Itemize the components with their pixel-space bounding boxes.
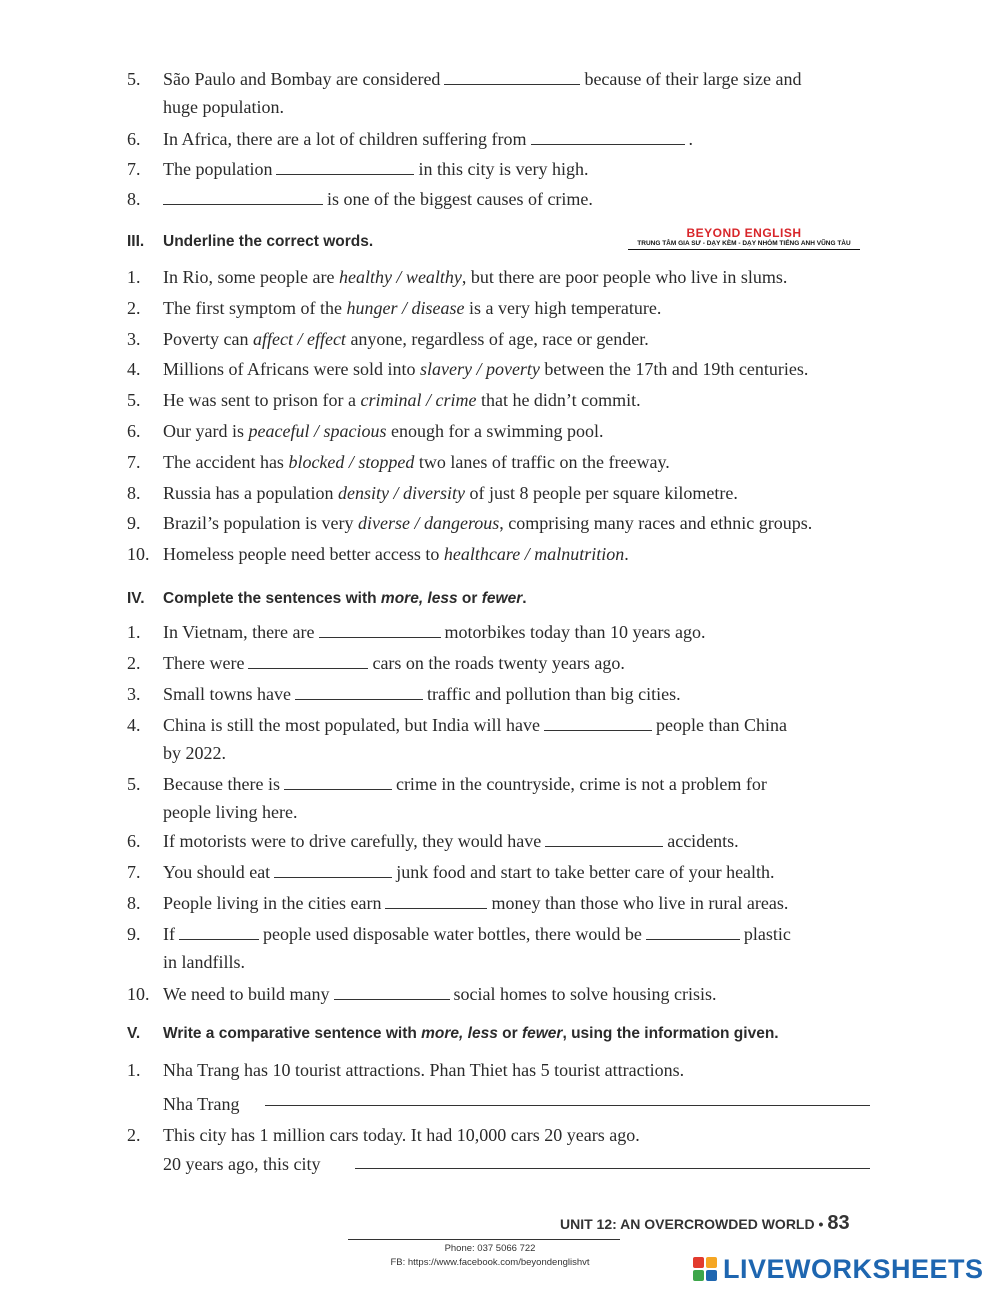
s4-item: 6. If motorists were to drive carefully, they would have accidents. <box>127 831 739 851</box>
s2-item-6: 6. In Africa, there are a lot of children suffering from . <box>127 129 694 149</box>
s2-item-8: 8. is one of the biggest causes of crime. <box>127 189 593 209</box>
s2-item-5-cont: huge population. <box>163 97 284 117</box>
word-choice[interactable]: diverse / dangerous <box>357 513 500 533</box>
word-choice[interactable]: peaceful / spacious <box>248 421 387 441</box>
facebook-link: FB: https://www.facebook.com/beyondenglishvt <box>390 1257 590 1268</box>
word-choice[interactable]: hunger / disease <box>346 298 465 318</box>
s3-item: 3. Poverty can affect / effect anyone, regardless of age, race or gender. <box>127 329 649 349</box>
s2-item-5: 5. São Paulo and Bombay are considered because of their large size and <box>127 69 802 89</box>
answer-blank[interactable] <box>444 68 580 85</box>
beyond-english-logo: BEYOND ENGLISH TRUNG TÂM GIA SƯ - DẠY KÈM - DẠY NHÓM TIẾNG ANH VŨNG TÀU <box>628 226 860 250</box>
worksheet-page: 5. São Paulo and Bombay are considered because of their large size and huge population. 6. In Africa, there are a lot of children suffering from . 7. The population in this city is very high. 8. is one of the biggest causes of crime. III. Underline the correct words. BEYOND ENGLISH TRUNG TÂM GIA SƯ - DẠY KÈM - DẠY NHÓM TIẾNG ANH VŨNG TÀU 1. In Rio, some people are healthy / wealthy, but there are poor people who live in slums. 2. The first symptom of the hunger / disease is a very high temperature. 3. Poverty can affect / effect anyone, regardless of age, race or gender. 4. Millions of Africans were sold into slavery / poverty between the 17th and 19th centuries. 5. He was sent to prison for a criminal / crime that he didn’t commit. 6. Our yard is peaceful / spacious enough for a swimming pool. 7. The accident has blocked / stopped two lanes of traffic on the freeway. 8. Russia has a population density / diversity of just 8 people per square kilometre. 9. Brazil’s population is very diverse / dangerous, comprising many races and ethnic groups. 10. Homeless people need better access to healthcare / malnutrition. IV. Complete the sentences with more, less or fewer. 1. In Vietnam, there are motorbikes today than 10 years ago. 2. There were cars on the roads twenty years ago. 3. Small towns have traffic and pollution than big cities. 4. China is still the most populated, but India will have people than China by 2022. 5. Because there is crime in the countryside, crime is not a problem for people living here. 6. If motorists were to drive carefully, they would have accidents. 7. You should eat junk food and start to take better care of your health. 8. People living in the cities earn money than those who live in rural areas. 9. If people used disposable water bottles, there would be plastic in landfills. 10. We need to build many social homes to solve housing crisis. V. Write a comparative sentence with more, less or fewer, using the information given. 1. Nha Trang has 10 tourist attractions. Phan Thiet has 5 tourist attractions. Nha Trang 2. This city has 1 million cars today. It had 10,000 cars 20 years ago. 20 years ago, this city UNIT 12: AN OVERCROWDED WORLD • 83 Phone: 037 5066 722 FB: https://www.facebook.com/beyondenglishvt LIVEWORKSHEETS <box>127 69 984 1284</box>
answer-blank[interactable] <box>385 892 487 909</box>
answer-blank[interactable] <box>284 773 392 790</box>
s3-item: 1. In Rio, some people are healthy / wealthy, but there are poor people who live in slums. <box>127 267 788 287</box>
s4-item: 5. Because there is crime in the countryside, crime is not a problem for <box>127 774 767 794</box>
s2-item-7: 7. The population in this city is very high. <box>127 159 589 179</box>
answer-blank[interactable] <box>179 923 259 940</box>
s3-item: 8. Russia has a population density / diversity of just 8 people per square kilometre. <box>127 483 738 503</box>
s3-item: 9. Brazil’s population is very diverse / dangerous, comprising many races and ethnic groups. <box>127 513 813 533</box>
liveworksheets-logo-icon <box>693 1257 717 1281</box>
unit-footer: UNIT 12: AN OVERCROWDED WORLD • 83 <box>560 1212 850 1234</box>
s4-item: 4. China is still the most populated, but India will have people than China <box>127 715 787 735</box>
answer-blank[interactable] <box>545 830 663 847</box>
answer-blank[interactable] <box>295 683 423 700</box>
word-choice[interactable]: slavery / poverty <box>419 359 540 379</box>
answer-blank[interactable] <box>319 621 441 638</box>
word-choice[interactable]: healthcare / malnutrition <box>443 544 625 564</box>
s4-item: 8. People living in the cities earn money than those who live in rural areas. <box>127 893 789 913</box>
s3-item: 10. Homeless people need better access to healthcare / malnutrition. <box>127 544 629 564</box>
s3-item: 7. The accident has blocked / stopped two lanes of traffic on the freeway. <box>127 452 670 472</box>
answer-blank[interactable] <box>276 158 414 175</box>
answer-blank[interactable] <box>531 128 685 145</box>
s4-item: 2. There were cars on the roads twenty years ago. <box>127 653 625 673</box>
divider <box>348 1239 620 1240</box>
s4-item: 7. You should eat junk food and start to take better care of your health. <box>127 862 775 882</box>
answer-blank[interactable] <box>646 923 740 940</box>
section-5-heading: V. Write a comparative sentence with more, less or fewer, using the information given. <box>127 1025 779 1042</box>
phone-text: Phone: 037 5066 722 <box>444 1243 536 1254</box>
section-3-heading: III. Underline the correct words. <box>127 233 374 250</box>
word-choice[interactable]: healthy / wealthy <box>338 267 462 287</box>
s3-item: 2. The first symptom of the hunger / disease is a very high temperature. <box>127 298 662 318</box>
s4-item: 1. In Vietnam, there are motorbikes today than 10 years ago. <box>127 622 706 642</box>
section-4-heading: IV. Complete the sentences with more, less or fewer. <box>127 590 527 607</box>
s3-item: 6. Our yard is peaceful / spacious enough for a swimming pool. <box>127 421 604 441</box>
answer-blank[interactable] <box>334 983 450 1000</box>
word-choice[interactable]: density / diversity <box>337 483 465 503</box>
answer-blank[interactable] <box>248 652 368 669</box>
answer-blank[interactable] <box>163 188 323 205</box>
word-choice[interactable]: criminal / crime <box>360 390 477 410</box>
s4-item: 10. We need to build many social homes to solve housing crisis. <box>127 984 717 1004</box>
word-choice[interactable]: blocked / stopped <box>288 452 415 472</box>
page-number: 83 <box>827 1212 850 1234</box>
s4-item: 9. If people used disposable water bottles, there would be plastic <box>127 924 791 944</box>
word-choice[interactable]: affect / effect <box>252 329 346 349</box>
answer-blank[interactable] <box>544 714 652 731</box>
s5-item: 2. This city has 1 million cars today. It had 10,000 cars 20 years ago. <box>127 1125 640 1145</box>
s3-item: 5. He was sent to prison for a criminal / crime that he didn’t commit. <box>127 390 641 410</box>
s4-item: 3. Small towns have traffic and pollution than big cities. <box>127 684 681 704</box>
s3-item: 4. Millions of Africans were sold into slavery / poverty between the 17th and 19th centuries. <box>127 359 809 379</box>
liveworksheets-watermark: LIVEWORKSHEETS <box>693 1254 984 1284</box>
answer-line[interactable] <box>265 1105 870 1106</box>
answer-blank[interactable] <box>274 861 392 878</box>
answer-line[interactable] <box>355 1168 870 1169</box>
s5-item: 1. Nha Trang has 10 tourist attractions. Phan Thiet has 5 tourist attractions. <box>127 1060 685 1080</box>
